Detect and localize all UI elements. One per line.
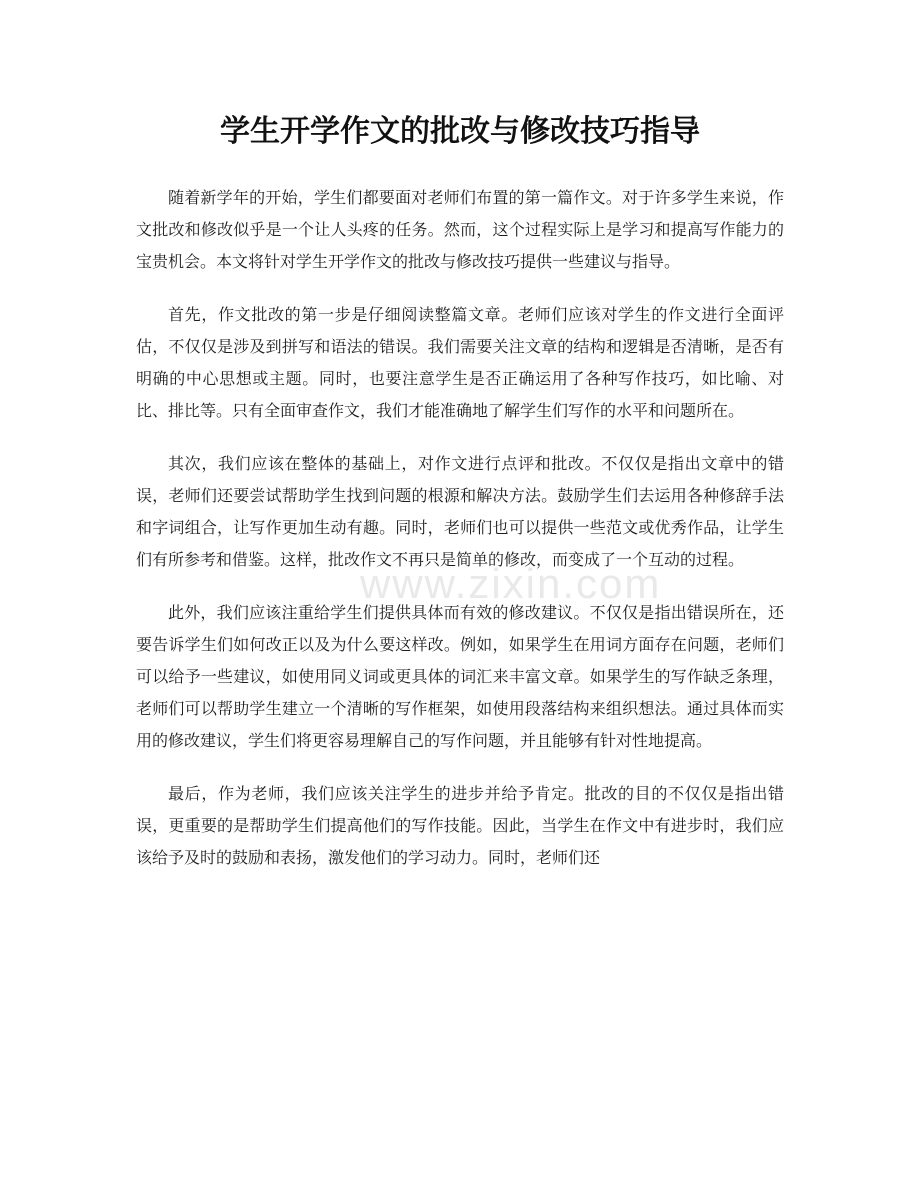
paragraph-4: 此外，我们应该注重给学生们提供具体而有效的修改建议。不仅仅是指出错误所在，还要告诉学生们如何改正以及为什么要这样改。例如，如果学生在用词方面存在问题，老师们可以给予一些建议，如使用同义词或更具体的词汇来丰富文章。如果学生的写作缺乏条理，老师们可以帮助学生建立一个清晰的写作框架，如使用段落结构来组织想法。通过具体而实用的修改建议，学生们将更容易理解自己的写作问题，并且能够有针对性地提高。 xyxy=(136,603,784,750)
watermark-text: www.zixin.com xyxy=(360,560,662,607)
document-body xyxy=(136,182,784,895)
paragraph-5: 最后，作为老师，我们应该关注学生的进步并给予肯定。批改的目的不仅仅是指出错误，更重要的是帮助学生们提高他们的写作技能。因此，当学生在作文中有进步时，我们应该给予及时的鼓励和表扬，激发他们的学习动力。同时，老师们还 xyxy=(136,784,784,867)
paragraph-1: 随着新学年的开始，学生们都要面对老师们布置的第一篇作文。对于许多学生来说，作文批改和修改似乎是一个让人头疼的任务。然而，这个过程实际上是学习和提高写作能力的宝贵机会。本文将针对学生开学作文的批改与修改技巧提供一些建议与指导。 xyxy=(136,188,784,271)
page-title: 学生开学作文的批改与修改技巧指导 xyxy=(220,114,700,149)
paragraph-2: 首先，作文批改的第一步是仔细阅读整篇文章。老师们应该对学生的作文进行全面评估，不仅仅是涉及到拼写和语法的错误。我们需要关注文章的结构和逻辑是否清晰，是否有明确的中心思想或主题。同时，也要注意学生是否正确运用了各种写作技巧，如比喻、对比、排比等。只有全面审查作文，我们才能准确地了解学生们写作的水平和问题所在。 xyxy=(136,305,784,420)
paragraph-3: 其次，我们应该在整体的基础上，对作文进行点评和批改。不仅仅是指出文章中的错误，老师们还要尝试帮助学生找到问题的根源和解决方法。鼓励学生们去运用各种修辞手法和字词组合，让写作更加生动有趣。同时，老师们也可以提供一些范文或优秀作品，让学生们有所参考和借鉴。这样，批改作文不再只是简单的修改，而变成了一个互动的过程。 xyxy=(136,454,784,569)
